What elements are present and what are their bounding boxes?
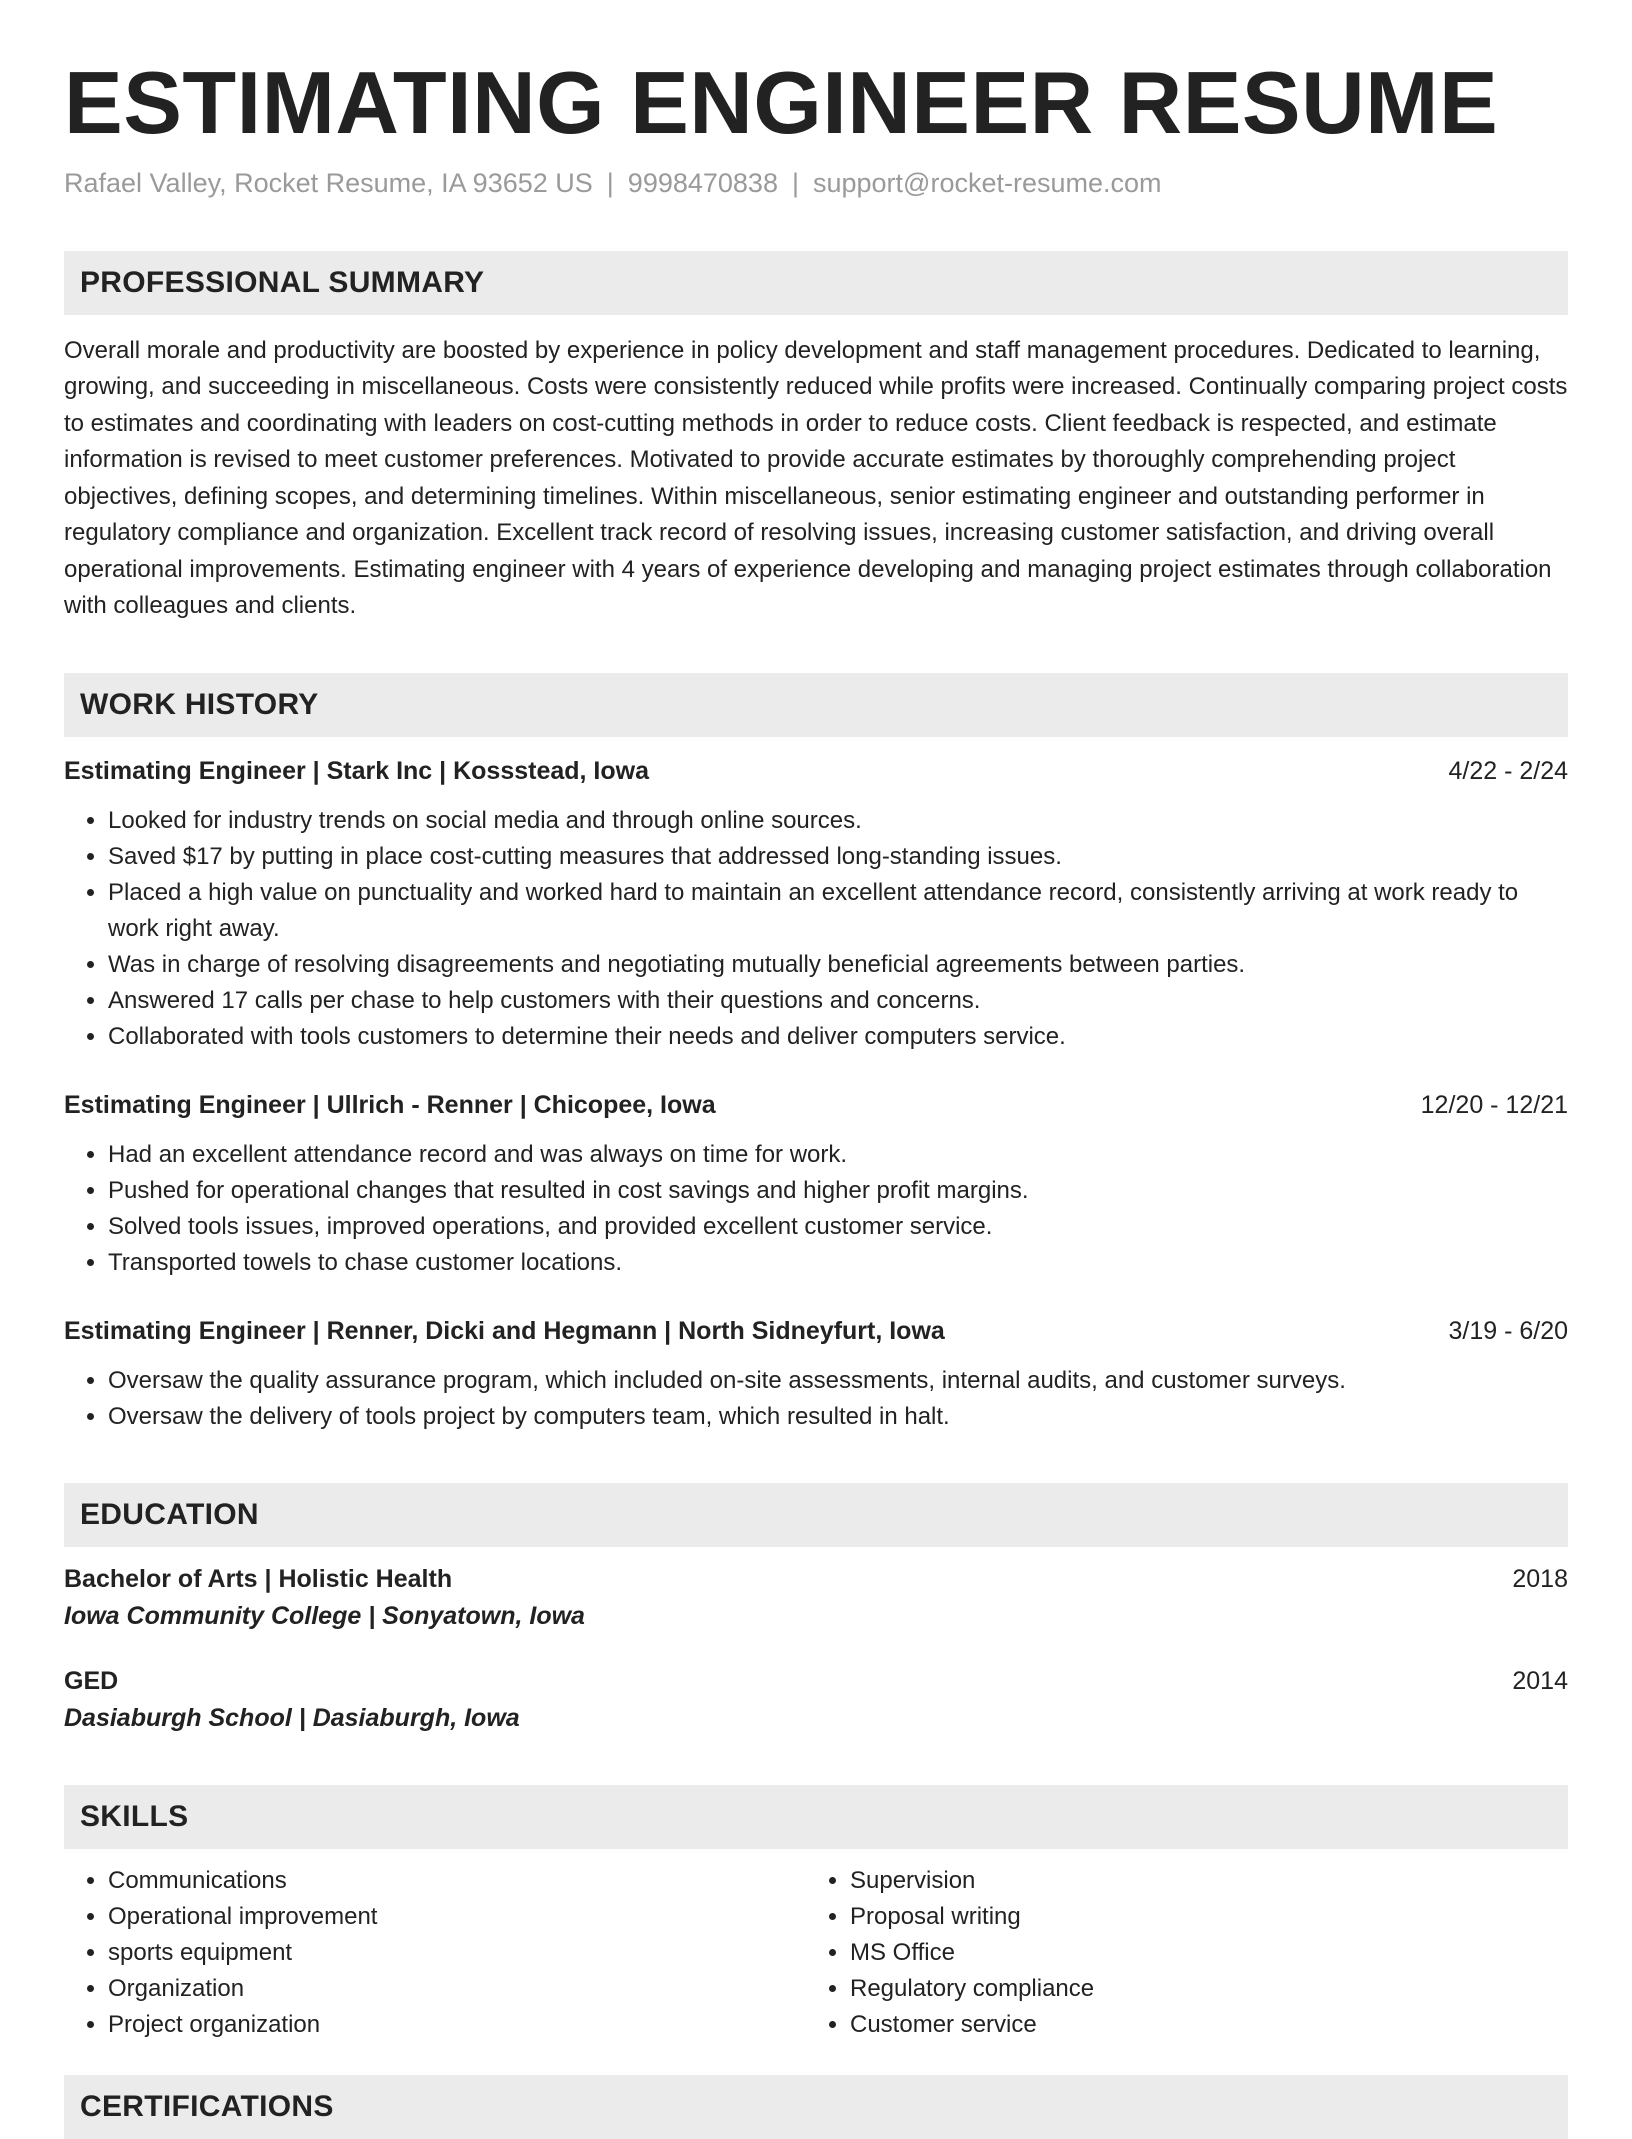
job-dates: 12/20 - 12/21 — [1420, 1090, 1568, 1119]
job-bullet: • Saved $17 by putting in place cost-cutting measures that addressed long-standing issues. — [108, 839, 1568, 875]
job-bullets — [64, 1137, 1568, 1281]
job-bullet: • Placed a high value on punctuality and worked hard to maintain an excellent attendance record, consistently arriving at work ready to work right away. — [108, 875, 1568, 947]
job-entry — [64, 1087, 1568, 1281]
job-bullet: • Transported towels to chase customer locations. — [108, 1245, 1568, 1281]
education-school: Iowa Community College | Sonyatown, Iowa — [64, 1601, 585, 1630]
education-year: 2018 — [1512, 1564, 1568, 1593]
job-title: Estimating Engineer | Ullrich - Renner | Chicopee, Iowa — [64, 1090, 716, 1119]
skill-item: • Operational improvement — [108, 1899, 806, 1935]
skill-item: • Organization — [108, 1971, 806, 2007]
section-heading-skills: SKILLS — [64, 1785, 1568, 1849]
education-degree: GED — [64, 1666, 119, 1695]
resume-title: ESTIMATING ENGINEER RESUME — [64, 53, 1499, 152]
contact-separator: | — [791, 167, 799, 198]
job-dates: 4/22 - 2/24 — [1448, 756, 1568, 785]
job-bullet: • Pushed for operational changes that resulted in cost savings and higher profit margins. — [108, 1173, 1568, 1209]
skills-list — [64, 1863, 1568, 2043]
job-bullet: • Oversaw the quality assurance program, which included on-site assessments, internal audits, and customer surveys. — [108, 1363, 1568, 1399]
job-title: Estimating Engineer | Stark Inc | Kossstead, Iowa — [64, 756, 649, 785]
contact-line — [64, 167, 1568, 199]
job-entry — [64, 753, 1568, 1055]
job-entry — [64, 1313, 1568, 1435]
education-degree: Bachelor of Arts | Holistic Health — [64, 1564, 453, 1593]
skill-item: • Regulatory compliance — [850, 1971, 1568, 2007]
skill-item: • MS Office — [850, 1935, 1568, 1971]
section-heading-education: EDUCATION — [64, 1483, 1568, 1547]
section-heading-certifications: CERTIFICATIONS — [64, 2075, 1568, 2139]
job-dates: 3/19 - 6/20 — [1448, 1316, 1568, 1345]
job-bullets — [64, 803, 1568, 1055]
job-title: Estimating Engineer | Renner, Dicki and Hegmann | North Sidneyfurt, Iowa — [64, 1316, 945, 1345]
skills-column-left — [64, 1863, 806, 2043]
job-bullets — [64, 1363, 1568, 1435]
section-heading-work-history: WORK HISTORY — [64, 673, 1568, 737]
skills-column-right — [806, 1863, 1568, 2043]
contact-separator: | — [606, 167, 614, 198]
job-bullet: • Was in charge of resolving disagreements and negotiating mutually beneficial agreements between parties. — [108, 947, 1568, 983]
education-year: 2014 — [1512, 1666, 1568, 1695]
job-bullet: • Answered 17 calls per chase to help customers with their questions and concerns. — [108, 983, 1568, 1019]
contact-address: Rafael Valley, Rocket Resume, IA 93652 US — [64, 167, 593, 198]
job-bullet: • Collaborated with tools customers to determine their needs and deliver computers service. — [108, 1019, 1568, 1055]
summary-text: Overall morale and productivity are boosted by experience in policy development and staff management procedures. Dedicated to learning, growing, and succeeding in miscellaneous. Costs were consistently reduced while profits were increased. Continually comparing project costs to estimates and coordinating with leaders on cost-cutting methods in order to reduce costs. Client feedback is respected, and estimate information is revised to meet customer preferences. Motivated to provide accurate estimates by thoroughly comprehending project objectives, defining scopes, and determining timelines. Within miscellaneous, senior estimating engineer and outstanding performer in regulatory compliance and organization. Excellent track record of resolving issues, increasing customer satisfaction, and driving overall operational improvements. Estimating engineer with 4 years of experience developing and managing project estimates through collaboration with colleagues and clients. — [64, 336, 1568, 620]
skill-item: • Customer service — [850, 2007, 1568, 2043]
section-heading-summary: PROFESSIONAL SUMMARY — [64, 251, 1568, 315]
job-bullet: • Had an excellent attendance record and was always on time for work. — [108, 1137, 1568, 1173]
skill-item: • Proposal writing — [850, 1899, 1568, 1935]
skill-item: • Communications — [108, 1863, 806, 1899]
skill-item: • Supervision — [850, 1863, 1568, 1899]
education-school: Dasiaburgh School | Dasiaburgh, Iowa — [64, 1703, 520, 1732]
contact-phone: 9998470838 — [627, 167, 778, 198]
job-bullet: • Looked for industry trends on social media and through online sources. — [108, 803, 1568, 839]
job-bullet: • Oversaw the delivery of tools project by computers team, which resulted in halt. — [108, 1399, 1568, 1435]
education-entry — [64, 1663, 1568, 1737]
skill-item: • sports equipment — [108, 1935, 806, 1971]
skill-item: • Project organization — [108, 2007, 806, 2043]
contact-email: support@rocket-resume.com — [812, 167, 1162, 198]
job-bullet: • Solved tools issues, improved operations, and provided excellent customer service. — [108, 1209, 1568, 1245]
education-entry — [64, 1561, 1568, 1635]
